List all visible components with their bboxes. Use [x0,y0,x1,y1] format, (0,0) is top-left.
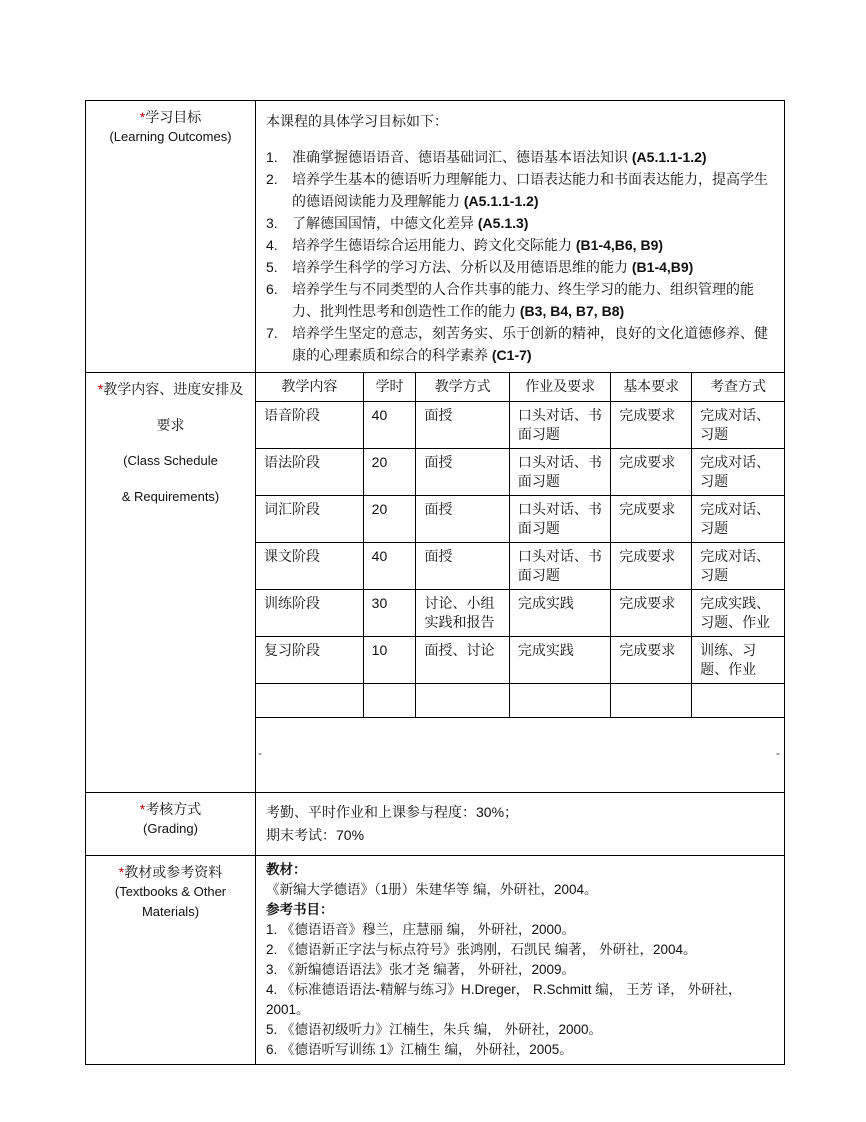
grading-row [86,793,785,856]
schedule-table [256,373,784,718]
learning-outcomes-label-en: (Learning Outcomes) [109,129,232,144]
grading-label-en: (Grading) [143,821,198,836]
required-asterisk: * [118,864,125,880]
learning-outcomes-intro: 本课程的具体学习目标如下： [266,113,448,129]
learning-outcomes-label-cell [86,101,256,373]
list-item: 1. 准确掌握德语语音、德语基础词汇、德语基本语法知识 (A5.1.1-1.2) [266,149,707,165]
column-header: 教学方式 [416,373,509,401]
references-heading: 参考书目： [266,902,334,917]
learning-outcomes-label-zh: *学习目标 [139,109,202,125]
materials-label-en-2: Materials) [141,904,200,919]
schedule-label-en-2: & Requirements) [121,489,220,504]
stray-mark: - [776,746,780,760]
list-item: 5. 培养学生科学的学习方法、分析以及用德语思维的能力 (B1-4,B9) [266,259,694,275]
materials-row [86,856,785,1065]
table-row: 语法阶段 20 面授 口头对话、书面习题 完成要求 完成对话、习题 [256,448,784,495]
list-item: 3. 了解德国国情，中德文化差异 (A5.1.3) [266,215,529,231]
materials-label-en-1: (Textbooks & Other [114,884,227,899]
grading-label-zh: *考核方式 [139,801,202,817]
schedule-label-zh-2: 要求 [156,417,185,433]
stray-mark: - [258,746,262,760]
syllabus-table [85,100,785,1065]
outcome-code: (B1-4,B9) [631,259,694,275]
reference-entry: 2. 《德语新正字法与标点符号》张鸿刚，石凯民 编著， 外研社，2004。 [266,942,697,957]
grading-line-1: 考勤、平时作业和上课参与程度：30%； [266,804,519,820]
table-row: 语音阶段 40 面授 口头对话、书面习题 完成要求 完成对话、习题 [256,401,784,448]
grading-content-cell [256,793,785,856]
column-header: 教学内容 [256,373,363,401]
reference-entry: 6. 《德语听写训练 1》江楠生 编， 外研社，2005。 [266,1042,573,1057]
column-header: 考查方式 [692,373,784,401]
column-header: 基本要求 [611,373,692,401]
outcome-code: (A5.1.1-1.2) [631,149,707,165]
outcome-code: (A5.1.1-1.2) [463,193,539,209]
reference-entry: 4. 《标准德语语法-精解与练习》H.Dreger， R.Schmitt 编， 王芳 译， 外研社，2001。 [266,982,742,1017]
reference-entry: 3. 《新编德语语法》张才尧 编著， 外研社，2009。 [266,962,576,977]
outcome-code: (B3, B4, B7, B8) [519,303,625,319]
table-row: 训练阶段 30 讨论、小组实践和报告 完成实践 完成要求 完成实践、习题、作业 [256,589,784,636]
schedule-row [86,373,785,793]
schedule-label-zh-1: *教学内容、进度安排及 [97,381,244,397]
list-item: 4. 培养学生德语综合运用能力、跨文化交际能力 (B1-4,B6, B9) [266,237,664,253]
grading-label-cell [86,793,256,856]
required-asterisk: * [139,801,146,817]
schedule-header-row [256,373,784,401]
textbook-entry: 《新编大学德语》（1册）朱建华等 编，外研社，2004。 [266,882,598,897]
schedule-content-cell [256,373,785,793]
materials-content-cell [256,856,785,1065]
learning-outcomes-row [86,101,785,373]
list-item: 7. 培养学生坚定的意志，刻苦务实、乐于创新的精神，良好的文化道德修养、健康的心理素质和综合的科学素养 (C1-7) [266,325,768,363]
schedule-label-en-1: (Class Schedule [123,453,218,468]
column-header: 学时 [363,373,416,401]
required-asterisk: * [139,109,146,125]
materials-label-cell [86,856,256,1065]
materials-label-zh: *教材或参考资料 [118,864,223,880]
schedule-label-cell [86,373,256,793]
grading-line-2: 期末考试：70% [266,827,365,843]
reference-entry: 1. 《德语语音》穆兰，庄慧丽 编， 外研社，2000。 [266,922,576,937]
required-asterisk: * [97,381,104,397]
table-row: 课文阶段 40 面授 口头对话、书面习题 完成要求 完成对话、习题 [256,542,784,589]
table-row: 词汇阶段 20 面授 口头对话、书面习题 完成要求 完成对话、习题 [256,495,784,542]
reference-entry: 5. 《德语初级听力》江楠生，朱兵 编， 外研社，2000。 [266,1022,603,1037]
outcome-code: (A5.1.3) [477,215,529,231]
table-row: 复习阶段 10 面授、讨论 完成实践 完成要求 训练、习题、作业 [256,636,784,683]
textbook-heading: 教材： [266,862,307,877]
outcome-code: (B1-4,B6, B9) [575,237,664,253]
list-item: 2. 培养学生基本的德语听力理解能力、口语表达能力和书面表达能力，提高学生的德语阅读能力及理解能力 (A5.1.1-1.2) [266,171,768,209]
learning-outcomes-content-cell [256,101,785,373]
list-item: 6. 培养学生与不同类型的人合作共事的能力、终生学习的能力、组织管理的能力、批判性思考和创造性工作的能力 (B3, B4, B7, B8) [266,281,754,319]
table-row-empty [256,683,784,717]
outcome-code: (C1-7) [491,347,532,363]
column-header: 作业及要求 [509,373,610,401]
